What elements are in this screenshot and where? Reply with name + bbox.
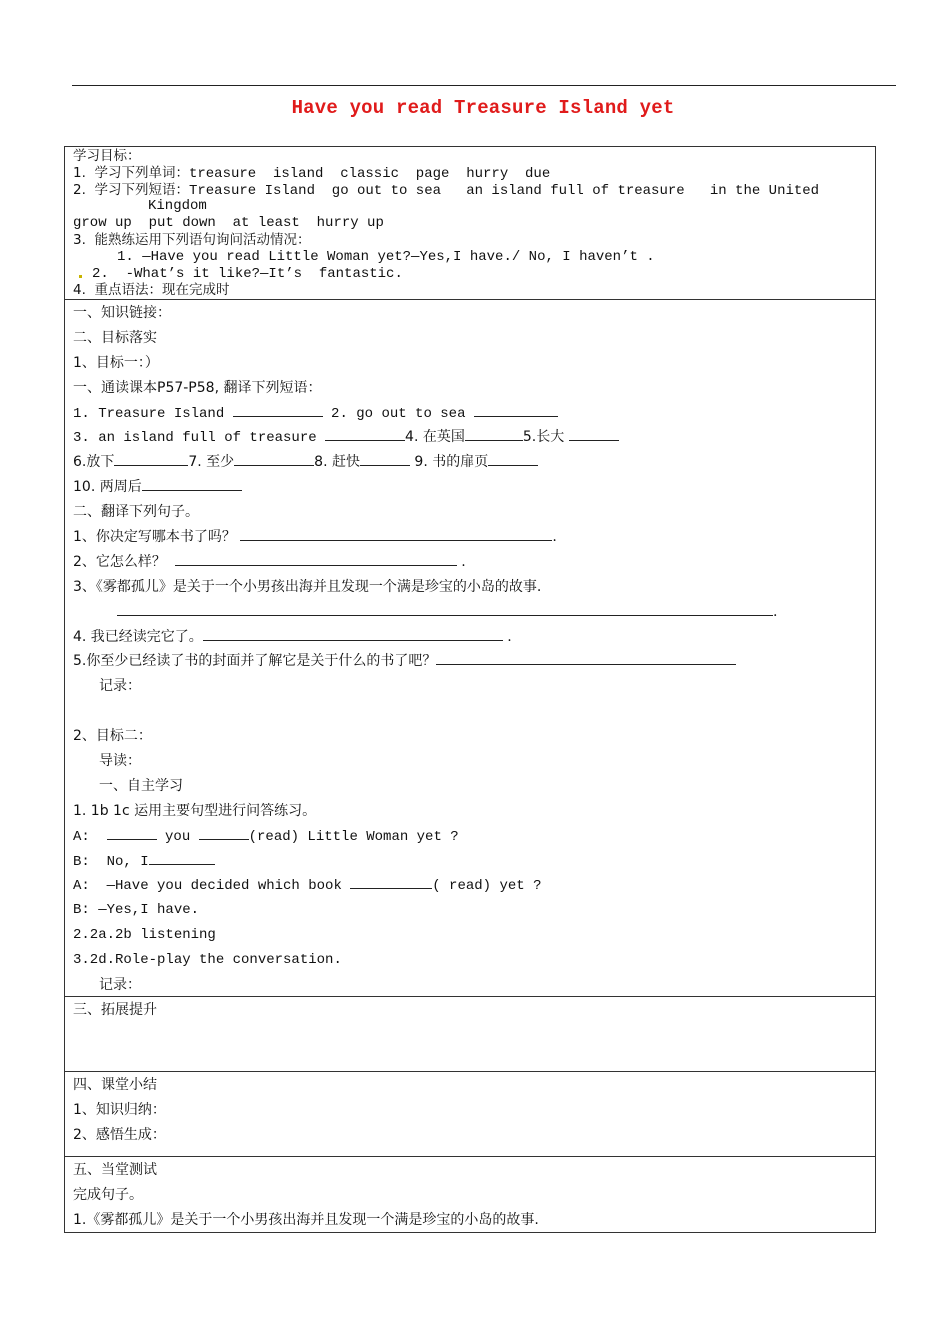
- answer-blank[interactable]: [360, 452, 410, 466]
- dialog-a2-suffix: ( read) yet ?: [432, 878, 542, 895]
- answer-blank[interactable]: [240, 527, 552, 541]
- record-label: 记录：: [99, 678, 141, 695]
- objectives-section: [65, 147, 875, 300]
- vocab-label: 1. 学习下列单词：: [73, 164, 189, 181]
- answer-blank[interactable]: [465, 427, 523, 441]
- answer-blank[interactable]: [436, 651, 736, 665]
- answer-blank[interactable]: [488, 452, 538, 466]
- dialog-b1: B: No, I: [73, 853, 149, 870]
- sentence-q1: 1、你决定写哪本书了吗？: [73, 529, 241, 546]
- phrase-q2: 2. go out to sea: [322, 405, 474, 422]
- dialog-a1-mid: you: [156, 828, 199, 845]
- answer-blank[interactable]: [117, 602, 773, 616]
- goal-two: 2、目标二：: [73, 728, 152, 745]
- summary-section: [65, 1072, 875, 1157]
- marker-dot: [79, 275, 82, 278]
- answer-blank[interactable]: [350, 875, 432, 889]
- sentence-q4: 4. 我已经读完它了。: [73, 628, 203, 645]
- main-section: 一、知识链接： 二、目标落实 1、目标一：） 一、通读课本P57-P58, 翻译下列短语： 1. Treasure Island 2. go out to sea 3. an island full of treasure 4. 在英国 5.长大 6.放下 7. 至少 8. 赶快 9. 书的扉页 10. 两周后 二、翻译下列句子。 1、你决定写哪本书了吗？ . 2、它怎么样？ . 3、《雾都孤儿》是关于一个小男孩出海并且发现一个满是珍宝的小岛的故事. . 4. 我已经读完它了。 . 5.你至少已经读了书的封面并了解它是关于什么的书了吧？ 记录： 2、目标二： 导读： 一、自主学习 1. 1b 1c 运用主要句型进行问答练习。 A: you (read) Little Woman yet ? B: No, I A: —Have you decided which book ( read) yet ? B: —Yes,I have. 2.2a.2b listening 3.2d.Role-play the conversation. 记录：: [65, 300, 875, 997]
- record-label-2: 记录：: [99, 977, 141, 994]
- answer-blank[interactable]: [149, 851, 215, 865]
- goal-implementation: 二、目标落实: [73, 329, 157, 346]
- phrase-q9: 9. 书的扉页: [409, 454, 489, 471]
- sentence-2: 2. -What’s it like?—It’s fantastic.: [92, 265, 403, 282]
- answer-blank[interactable]: [203, 627, 503, 641]
- phrase-q1: 1. Treasure Island: [73, 405, 233, 422]
- knowledge-link: 一、知识链接：: [73, 305, 171, 321]
- phrase-list: Treasure Island go out to sea an island full of treasure in the United: [188, 182, 820, 199]
- summary-reflection: 2、感悟生成：: [73, 1126, 166, 1143]
- summary-knowledge: 1、知识归纳：: [73, 1101, 166, 1118]
- self-study: 一、自主学习: [99, 777, 183, 794]
- sentence-q2: 2、它怎么样？: [73, 553, 175, 570]
- test-heading: 五、当堂测试: [73, 1162, 157, 1178]
- answer-blank[interactable]: [199, 826, 249, 840]
- answer-blank[interactable]: [175, 552, 457, 566]
- phrase-q5: 5.长大: [522, 429, 569, 446]
- guide-label: 导读：: [99, 753, 141, 770]
- dialog-a1-suffix: (read) Little Woman yet ?: [248, 828, 459, 845]
- objectives-heading: 学习目标：: [73, 148, 141, 164]
- listening-task: 2.2a.2b listening: [73, 927, 216, 944]
- test-section: [65, 1157, 875, 1232]
- sentence-instruction: 二、翻译下列句子。: [73, 504, 199, 521]
- worksheet-table: [64, 146, 876, 1233]
- answer-blank[interactable]: [107, 826, 157, 840]
- extension-heading: 三、拓展提升: [73, 1002, 157, 1018]
- phrase-q4: 4. 在英国: [405, 429, 465, 446]
- dialog-b2: B: —Yes,I have.: [73, 902, 200, 919]
- answer-blank[interactable]: [142, 477, 242, 491]
- answer-blank[interactable]: [234, 452, 314, 466]
- header-rule: [72, 85, 896, 86]
- phrase-list-2: grow up put down at least hurry up: [73, 215, 384, 232]
- phrase-q3: 3. an island full of treasure: [73, 430, 326, 447]
- test-q1: 1.《雾都孤儿》是关于一个小男孩出海并且发现一个满是珍宝的小岛的故事.: [73, 1211, 539, 1228]
- vocab-words: treasure island classic page hurry due: [188, 165, 551, 182]
- spacer: [73, 699, 875, 724]
- page-title: Have you read Treasure Island yet: [291, 97, 675, 119]
- phrase-label: 2. 学习下列短语：: [73, 181, 189, 198]
- dialog-a2: A: —Have you decided which book: [73, 878, 351, 895]
- test-instruction: 完成句子。: [73, 1186, 143, 1203]
- answer-blank[interactable]: [474, 403, 558, 417]
- extension-section: [65, 997, 875, 1072]
- practice-instruction: 1. 1b 1c 运用主要句型进行问答练习。: [73, 802, 317, 819]
- phrase-list-cont: Kingdom: [148, 198, 207, 215]
- grammar-focus: 4. 重点语法：现在完成时: [73, 282, 230, 299]
- goal-one: 1、目标一：）: [73, 354, 159, 371]
- sentence-objective: 3. 能熟练运用下列语句询问活动情况：: [73, 231, 311, 248]
- answer-blank[interactable]: [569, 427, 619, 441]
- summary-heading: 四、课堂小结: [73, 1077, 157, 1093]
- sentence-1: 1. —Have you read Little Woman yet?—Yes,I have./ No, I haven’t .: [117, 248, 655, 265]
- roleplay-task: 3.2d.Role-play the conversation.: [73, 952, 342, 969]
- sentence-q5: 5.你至少已经读了书的封面并了解它是关于什么的书了吧？: [73, 653, 437, 670]
- answer-blank[interactable]: [233, 403, 323, 417]
- dialog-a1-prefix: A:: [73, 828, 107, 845]
- phrase-q6: 6.放下: [73, 454, 115, 471]
- answer-blank[interactable]: [114, 452, 188, 466]
- phrase-q8: 8. 赶快: [314, 454, 360, 471]
- answer-blank[interactable]: [325, 427, 405, 441]
- phrase-q10: 10. 两周后: [73, 479, 142, 496]
- phrase-q7: 7. 至少: [188, 454, 235, 471]
- sentence-q3: 3、《雾都孤儿》是关于一个小男孩出海并且发现一个满是珍宝的小岛的故事.: [73, 578, 542, 595]
- phrase-instruction: 一、通读课本P57-P58, 翻译下列短语：: [73, 379, 322, 396]
